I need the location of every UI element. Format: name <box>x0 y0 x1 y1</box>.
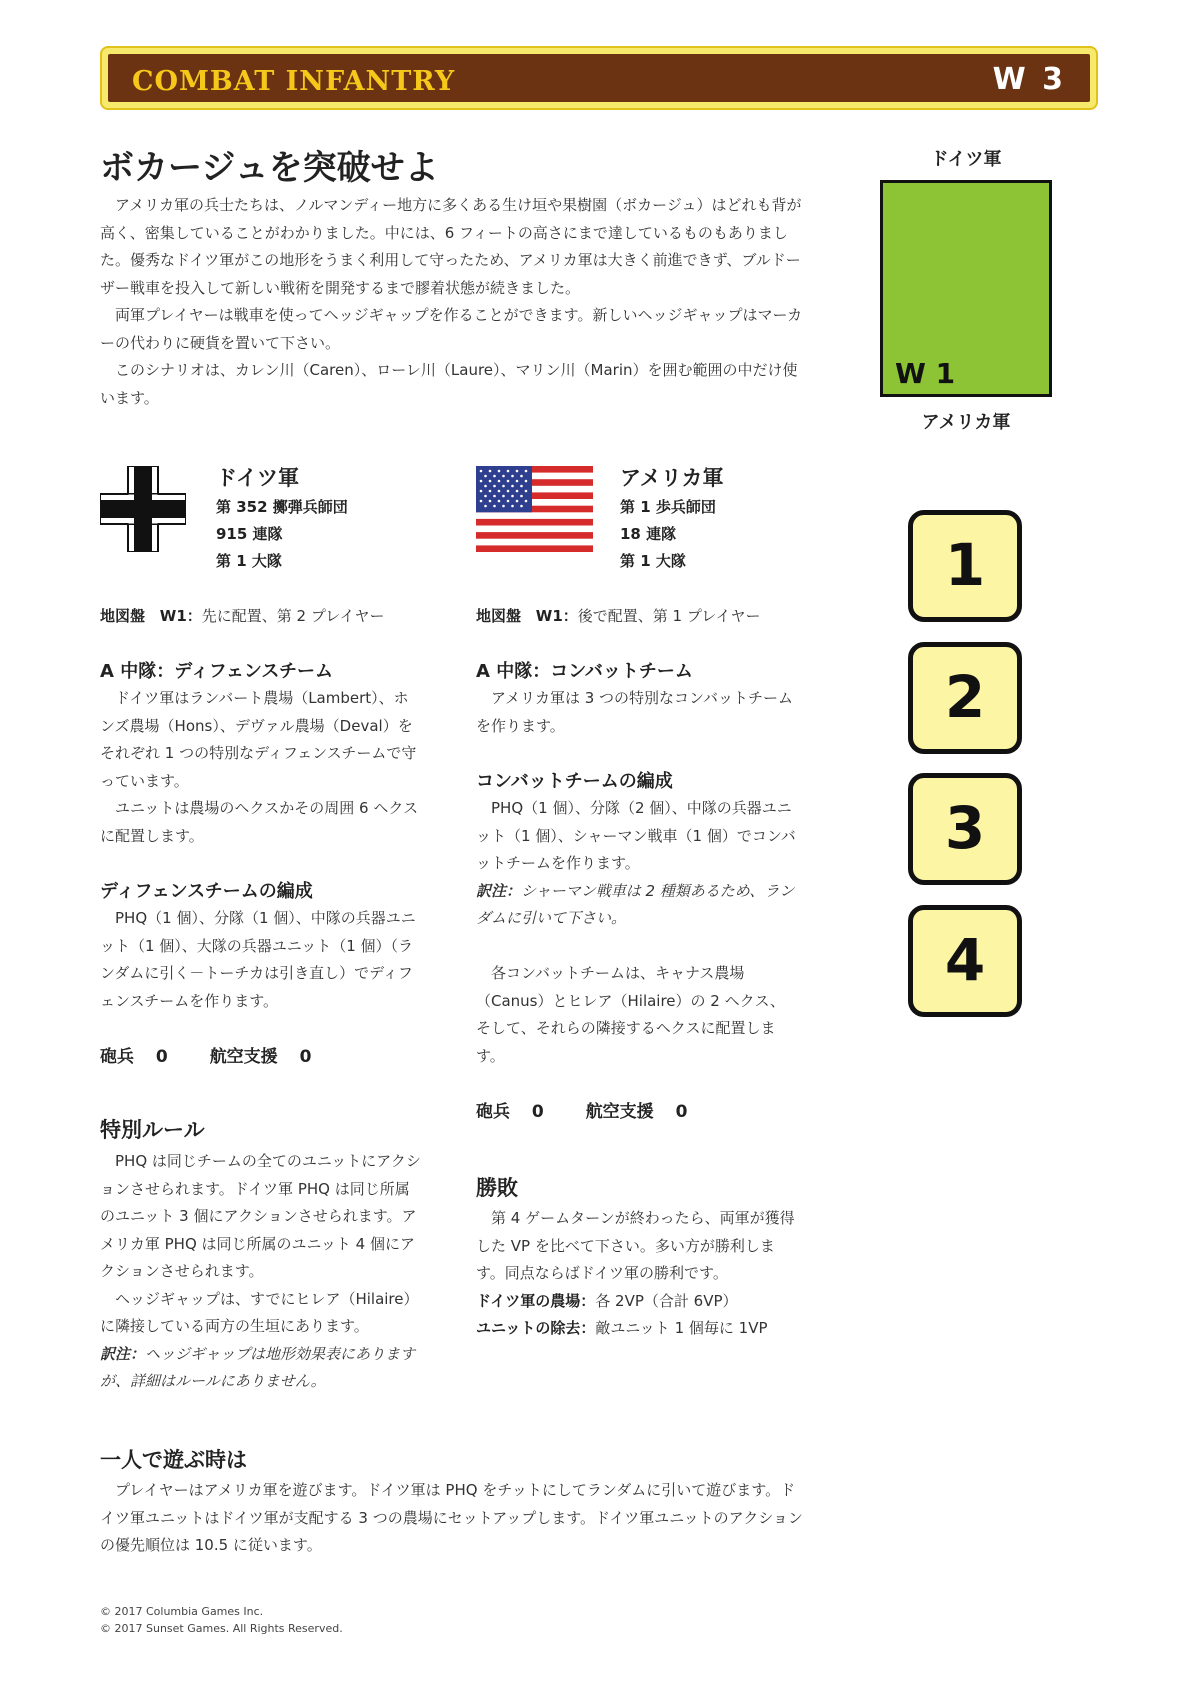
header-banner <box>100 46 1098 110</box>
american-setup-map: W1： <box>535 607 578 625</box>
special-rules-paragraph: PHQ は同じチームの全てのユニットにアクションさせられます。ドイツ軍 PHQ は同じ所属のユニット 3 個にアクションさせられます。アメリカ軍 PHQ は同じ所属のユニット 4 個にアクションさせられます。 <box>100 1152 421 1280</box>
scenario-code: W 3 <box>992 62 1066 97</box>
intro-paragraph: アメリカ軍の兵士たちは、ノルマンディー地方に多くある生け垣や果樹園（ボカージュ）はどれも背が高く、密集していることがわかりました。中には、6 フィートの高さにまで達しているものもありました。優秀なドイツ軍がこの地形をうまく利用して守ったため、アメリカ軍は大きく前進できず、ブルドーザー戦車を投入して新しい戦術を開発するまで膠着状態が続きました。 <box>100 196 802 297</box>
game-title: COMBAT INFANTRY <box>132 66 456 97</box>
american-battalion: 第 1 大隊 <box>620 552 686 570</box>
intro-text <box>100 192 804 412</box>
american-company-heading: A 中隊：コンバットチーム <box>476 661 693 682</box>
american-setup-label: 地図盤 <box>476 607 522 625</box>
victory-elim-value: 敵ユニット 1 個毎に 1VP <box>595 1319 768 1337</box>
special-rules-note-label: 訳注： <box>100 1344 146 1363</box>
victory-farms-label: ドイツ軍の農場： <box>476 1291 596 1310</box>
special-rules-paragraph: ヘッジギャップは、すでにヒレア（Hilaire）に隣接している両方の生垣にあります。 <box>100 1289 419 1335</box>
copyright-line: © 2017 Sunset Games. All Rights Reserved. <box>100 1622 343 1635</box>
intro-paragraph: このシナリオは、カレン川（Caren）、ローレ川（Laure）、マリン川（Marin）を囲む範囲の中だけ使います。 <box>100 361 798 407</box>
american-setup-text: 後で配置、第 1 プレイヤー <box>577 607 761 625</box>
solitaire-heading: 一人で遊ぶ時は <box>100 1448 247 1472</box>
german-company-paragraph: ユニットは農場のヘクスかその周囲 6 ヘクスに配置します。 <box>100 799 419 845</box>
turn-box-3: 3 <box>908 773 1022 885</box>
german-team-heading: ディフェンスチームの編成 <box>100 881 313 902</box>
scenario-title: ボカージュを突破せよ <box>100 148 439 188</box>
victory-elim-label: ユニットの除去： <box>476 1319 596 1337</box>
us-flag-icon <box>476 466 593 552</box>
german-setup <box>100 603 385 631</box>
american-company-text <box>476 685 798 740</box>
american-artillery-label: 砲兵 <box>476 1102 510 1122</box>
german-artillery-label: 砲兵 <box>100 1047 134 1067</box>
german-team-paragraph: PHQ（1 個）、分隊（1 個）、中隊の兵器ユニット（1 個）、大隊の兵器ユニット（1 個）（ランダムに引く－トーチカは引き直し）でディフェンスチームを作ります。 <box>100 909 416 1010</box>
american-regiment: 18 連隊 <box>620 525 677 543</box>
american-note: シャーマン戦車は 2 種類あるため、ランダムに引いて下さい。 <box>476 881 795 927</box>
american-support <box>476 1097 687 1122</box>
turn-box-1: 1 <box>908 510 1022 622</box>
turn-box-4: 4 <box>908 905 1022 1017</box>
map-top-label: ドイツ軍 <box>930 149 1002 170</box>
american-team-paragraph: PHQ（1 個）、分隊（2 個）、中隊の兵器ユニット（1 個）、シャーマン戦車（1 個）でコンバットチームを作ります。 <box>476 799 796 872</box>
american-note-label: 訳注： <box>476 881 522 900</box>
victory-heading: 勝敗 <box>476 1176 518 1200</box>
german-support <box>100 1042 311 1067</box>
german-company-text <box>100 685 422 850</box>
american-team-text <box>476 795 798 933</box>
german-regiment: 915 連隊 <box>216 525 283 543</box>
intro-paragraph: 両軍プレイヤーは戦車を使ってヘッジギャップを作ることができます。新しいヘッジギャップはマーカーの代わりに硬貨を置いて下さい。 <box>100 306 803 352</box>
victory-text <box>476 1205 798 1343</box>
german-setup-label: 地図盤 <box>100 607 146 625</box>
victory-farms-value: 各 2VP（合計 6VP） <box>595 1291 738 1310</box>
american-division: 第 1 歩兵師団 <box>620 498 716 516</box>
german-battalion: 第 1 大隊 <box>216 552 282 570</box>
german-setup-map: W1： <box>159 607 202 625</box>
german-side-name: ドイツ軍 <box>216 466 299 490</box>
special-rules-note: ヘッジギャップは地形効果表にありますが、詳細はルールにありません。 <box>100 1344 416 1390</box>
german-setup-text: 先に配置、第 2 プレイヤー <box>201 607 385 625</box>
german-team-text <box>100 905 422 1015</box>
german-company-heading: A 中隊：ディフェンスチーム <box>100 661 333 682</box>
special-rules-text <box>100 1148 422 1396</box>
american-side-name: アメリカ軍 <box>620 466 724 490</box>
map-bottom-label: アメリカ軍 <box>921 412 1011 433</box>
solitaire-text <box>100 1477 804 1560</box>
german-air-label: 航空支援 <box>209 1047 278 1067</box>
german-division: 第 352 擲弾兵師団 <box>216 498 348 516</box>
american-placement-text <box>476 960 798 1070</box>
victory-paragraph: 第 4 ゲームターンが終わったら、両軍が獲得した VP を比べて下さい。多い方が勝利します。同点ならばドイツ軍の勝利です。 <box>476 1209 795 1282</box>
turn-box-2: 2 <box>908 642 1022 754</box>
footer <box>100 1603 343 1637</box>
american-air-value: 0 <box>675 1102 688 1122</box>
special-rules-heading: 特別ルール <box>100 1118 205 1142</box>
solitaire-paragraph: プレイヤーはアメリカ軍を遊びます。ドイツ軍は PHQ をチットにしてランダムに引いて遊びます。ドイツ軍ユニットはドイツ軍が支配する 3 つの農場にセットアップします。ドイツ軍ユニットのアクションの優先順位は 10.5 に従います。 <box>100 1481 803 1554</box>
american-artillery-value: 0 <box>531 1102 544 1122</box>
header-inner <box>108 54 1090 102</box>
american-team-heading: コンバットチームの編成 <box>476 771 673 792</box>
german-company-paragraph: ドイツ軍はランバート農場（Lambert）、ホンズ農場（Hons）、デヴァル農場（Deval）をそれぞれ 1 つの特別なディフェンスチームで守っています。 <box>100 689 417 790</box>
map-tile-label: W 1 <box>895 357 956 390</box>
german-air-value: 0 <box>299 1047 312 1067</box>
iron-cross-icon <box>100 466 186 552</box>
american-placement-paragraph: 各コンバットチームは、キャナス農場（Canus）とヒレア（Hilaire）の 2 ヘクス、そして、それらの隣接するヘクスに配置します。 <box>476 964 785 1065</box>
copyright-line: © 2017 Columbia Games Inc. <box>100 1605 264 1618</box>
american-company-paragraph: アメリカ軍は 3 つの特別なコンバットチームを作ります。 <box>476 689 793 735</box>
german-artillery-value: 0 <box>155 1047 168 1067</box>
map-tile <box>880 180 1052 397</box>
american-air-label: 航空支援 <box>585 1102 654 1122</box>
american-setup <box>476 603 761 631</box>
